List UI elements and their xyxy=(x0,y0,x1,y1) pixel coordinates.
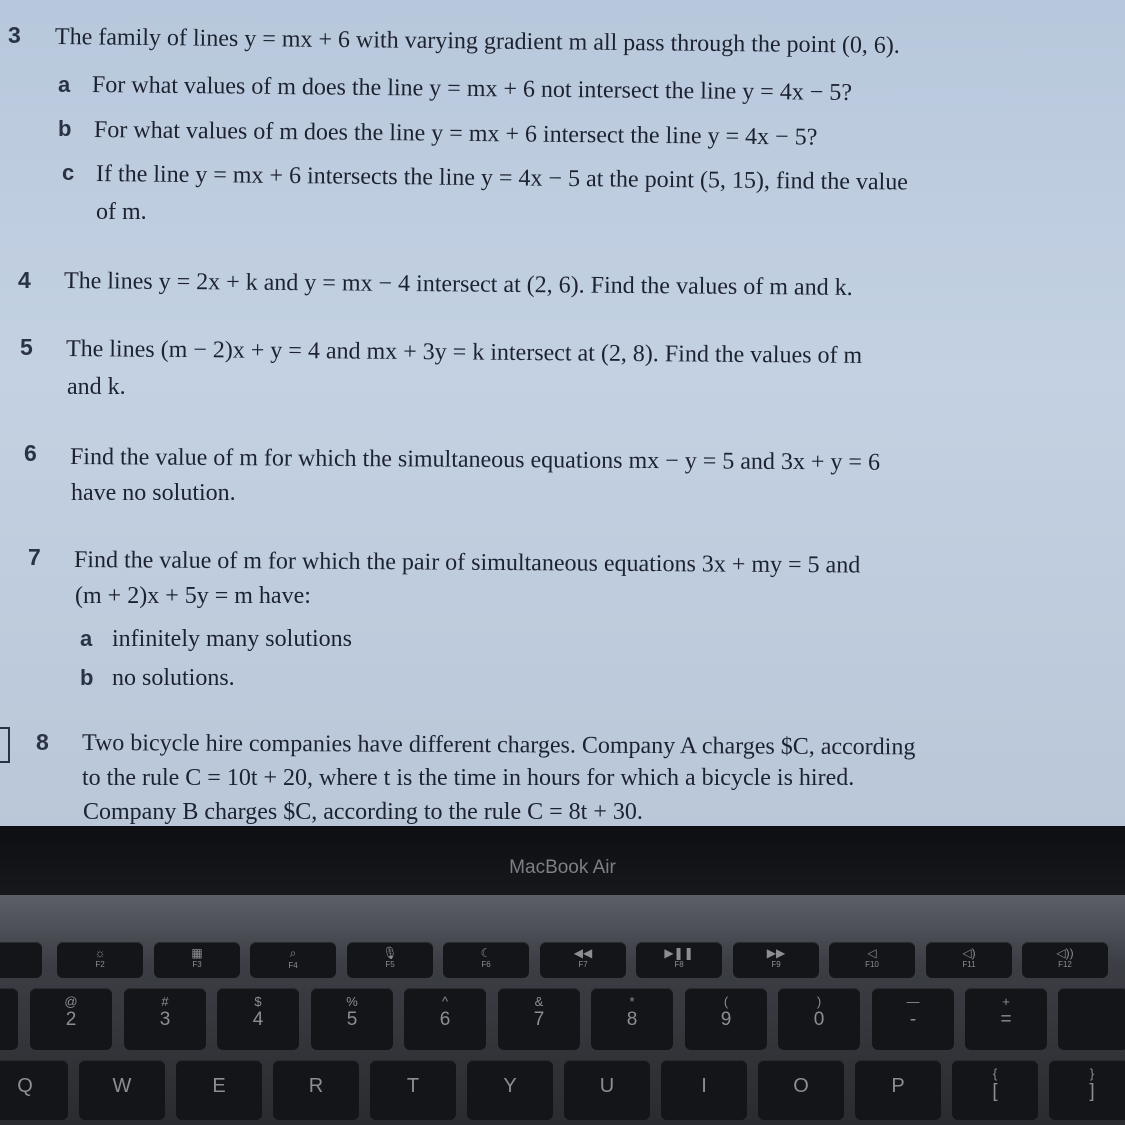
number-key-2-top-label: $ xyxy=(254,994,262,1009)
question-3a-label: a xyxy=(58,72,71,97)
question-5-number: 5 xyxy=(20,334,33,360)
number-key-5-label: 7 xyxy=(533,1009,545,1030)
function-key-f7-top-label: ◀◀ xyxy=(573,946,593,960)
letter-key-t[interactable] xyxy=(370,1060,456,1120)
question-6-number: 6 xyxy=(24,440,37,466)
number-key-1-label: 3 xyxy=(159,1009,171,1030)
function-key-f10-label: F10 xyxy=(865,960,879,969)
function-key-f4-label: F4 xyxy=(288,961,298,970)
number-key-10-label: = xyxy=(1000,1009,1012,1030)
function-key-partial[interactable] xyxy=(0,942,42,978)
function-key-f8-label: F8 xyxy=(674,960,684,969)
letter-key-t-label: T xyxy=(406,1075,420,1097)
number-key-4-label: 6 xyxy=(439,1009,451,1030)
bracket-key-1[interactable] xyxy=(1049,1060,1125,1120)
question-7-number: 7 xyxy=(28,544,41,570)
number-key-2[interactable] xyxy=(217,988,299,1050)
question-8-line1: Two bicycle hire companies have different charges. Company A charges $C, according xyxy=(81,730,916,761)
function-key-f12[interactable] xyxy=(1022,942,1108,978)
question-7-line2: (m + 2)x + 5y = m have: xyxy=(75,583,311,609)
number-key-8-label: 0 xyxy=(813,1009,825,1030)
number-key-0[interactable] xyxy=(30,988,112,1050)
function-key-f5-top-label: 🎙 xyxy=(382,946,398,960)
letter-key-w-label: W xyxy=(112,1075,132,1097)
question-7a-label: a xyxy=(80,626,93,651)
bracket-key-0[interactable] xyxy=(952,1060,1038,1120)
letter-key-q[interactable] xyxy=(0,1060,68,1120)
function-key-f12-label: F12 xyxy=(1058,960,1072,969)
letter-key-i-label: I xyxy=(701,1075,707,1097)
number-key-6[interactable] xyxy=(591,988,673,1050)
question-3a-text: For what values of m does the line y = mx + 6 not intersect the line y = 4x − 5? xyxy=(91,72,853,106)
number-key-10[interactable] xyxy=(965,988,1047,1050)
question-8-number: 8 xyxy=(36,729,49,755)
function-key-f2-top-label: ☼ xyxy=(94,946,106,960)
function-key-f9-label: F9 xyxy=(771,960,781,969)
question-4-text: The lines y = 2x + k and y = mx − 4 intersect at (2, 6). Find the values of m and k. xyxy=(63,268,853,301)
letter-key-e[interactable] xyxy=(176,1060,262,1120)
number-key-7[interactable] xyxy=(685,988,767,1050)
letter-key-q-label: Q xyxy=(17,1075,33,1097)
letter-key-r-label: R xyxy=(308,1075,324,1097)
function-key-f5-label: F5 xyxy=(385,960,395,969)
function-key-f6-label: F6 xyxy=(481,960,491,969)
question-7a-text: infinitely many solutions xyxy=(112,626,352,652)
function-key-f11-top-label: ◁) xyxy=(962,946,976,960)
laptop-brand-label: MacBook Air xyxy=(509,857,616,878)
question-3-number: 3 xyxy=(8,22,21,48)
question-8-line2: to the rule C = 10t + 20, where t is the time in hours for which a bicycle is hired. xyxy=(82,765,855,791)
number-key-4-top-label: ^ xyxy=(441,994,449,1009)
letter-key-r[interactable] xyxy=(273,1060,359,1120)
number-key-8-top-label: ) xyxy=(816,994,822,1009)
question-8-margin-marker xyxy=(0,727,10,763)
number-key-4[interactable] xyxy=(404,988,486,1050)
function-key-f11-label: F11 xyxy=(962,960,976,969)
letter-key-y-label: Y xyxy=(503,1075,517,1097)
function-key-f4[interactable] xyxy=(250,942,336,978)
number-key-7-top-label: ( xyxy=(723,994,729,1009)
function-key-f9[interactable] xyxy=(733,942,819,978)
number-key-10-top-label: + xyxy=(1002,994,1010,1009)
number-key-1-top-label: # xyxy=(161,994,169,1009)
bracket-key-0-label: [ xyxy=(992,1081,998,1102)
function-key-f6[interactable] xyxy=(443,942,529,978)
number-key-5[interactable] xyxy=(498,988,580,1050)
function-key-f3-label: F3 xyxy=(192,960,202,969)
function-key-f2[interactable] xyxy=(57,942,143,978)
number-key-3[interactable] xyxy=(311,988,393,1050)
number-key-6-top-label: * xyxy=(629,994,635,1009)
question-3c-text-line2: of m. xyxy=(96,199,147,225)
number-key-9[interactable] xyxy=(872,988,954,1050)
number-key-2-label: 4 xyxy=(252,1009,264,1030)
function-key-f12-top-label: ◁)) xyxy=(1056,946,1074,960)
number-key-3-label: 5 xyxy=(346,1009,358,1030)
question-7-line1: Find the value of m for which the pair of simultaneous equations 3x + my = 5 and xyxy=(73,547,861,579)
letter-key-e-label: E xyxy=(212,1075,226,1097)
letter-key-y[interactable] xyxy=(467,1060,553,1120)
function-key-f5[interactable] xyxy=(347,942,433,978)
number-key-3-top-label: % xyxy=(346,994,358,1009)
question-6-line2: have no solution. xyxy=(71,480,236,506)
question-4-number: 4 xyxy=(18,267,31,293)
number-key-0-label: 2 xyxy=(65,1009,77,1030)
question-5-line2: and k. xyxy=(67,374,126,400)
number-key-8[interactable] xyxy=(778,988,860,1050)
question-3b-text: For what values of m does the line y = mx + 6 intersect the line y = 4x − 5? xyxy=(93,117,818,151)
function-key-f3[interactable] xyxy=(154,942,240,978)
letter-key-u-label: U xyxy=(599,1075,615,1097)
function-key-f7-label: F7 xyxy=(578,960,588,969)
function-key-f11[interactable] xyxy=(926,942,1012,978)
letter-key-p[interactable] xyxy=(855,1060,941,1120)
function-key-f8[interactable] xyxy=(636,942,722,978)
bracket-key-1-top-label: } xyxy=(1089,1066,1095,1081)
letter-key-o-label: O xyxy=(793,1075,809,1097)
number-key-5-top-label: & xyxy=(534,994,544,1009)
question-3c-label: c xyxy=(62,160,75,185)
function-key-f9-top-label: ▶▶ xyxy=(766,946,786,960)
question-3-stem: The family of lines y = mx + 6 with varying gradient m all pass through the point (0, 6). xyxy=(54,24,901,59)
function-key-f10[interactable] xyxy=(829,942,915,978)
bracket-key-1-label: ] xyxy=(1089,1081,1095,1102)
function-key-f6-top-label: ☾ xyxy=(480,946,492,960)
number-key-9-top-label: — xyxy=(906,994,920,1009)
letter-key-p-label: P xyxy=(891,1075,905,1097)
letter-key-o[interactable] xyxy=(758,1060,844,1120)
question-3b-label: b xyxy=(58,116,72,141)
number-key-6-label: 8 xyxy=(626,1009,638,1030)
question-3c-text-line1: If the line y = mx + 6 intersects the line y = 4x − 5 at the point (5, 15), find the value xyxy=(95,161,909,196)
letter-key-u[interactable] xyxy=(564,1060,650,1120)
question-7b-label: b xyxy=(80,665,94,690)
function-key-f3-top-label: ▦ xyxy=(191,946,203,960)
function-key-f7[interactable] xyxy=(540,942,626,978)
function-key-f8-top-label: ▶❚❚ xyxy=(664,946,694,960)
letter-key-w[interactable] xyxy=(79,1060,165,1120)
function-key-f10-top-label: ◁ xyxy=(867,946,877,960)
question-8-line3: Company B charges $C, according to the rule C = 8t + 30. xyxy=(83,799,643,825)
question-6-line1: Find the value of m for which the simultaneous equations mx − y = 5 and 3x + y = 6 xyxy=(69,444,881,476)
number-key-7-label: 9 xyxy=(720,1009,732,1030)
letter-key-i[interactable] xyxy=(661,1060,747,1120)
delete-key[interactable] xyxy=(1058,988,1125,1050)
function-key-f4-top-label: ⌕ xyxy=(289,946,297,960)
number-key-0-top-label: @ xyxy=(64,994,78,1009)
function-key-f2-label: F2 xyxy=(95,960,105,969)
bracket-key-0-top-label: { xyxy=(992,1066,998,1081)
number-key-partial[interactable] xyxy=(0,988,18,1050)
question-5-line1: The lines (m − 2)x + y = 4 and mx + 3y = k intersect at (2, 8). Find the values of m xyxy=(65,336,863,369)
number-key-1[interactable] xyxy=(124,988,206,1050)
number-key-9-label: - xyxy=(909,1009,917,1030)
question-7b-text: no solutions. xyxy=(112,665,235,691)
